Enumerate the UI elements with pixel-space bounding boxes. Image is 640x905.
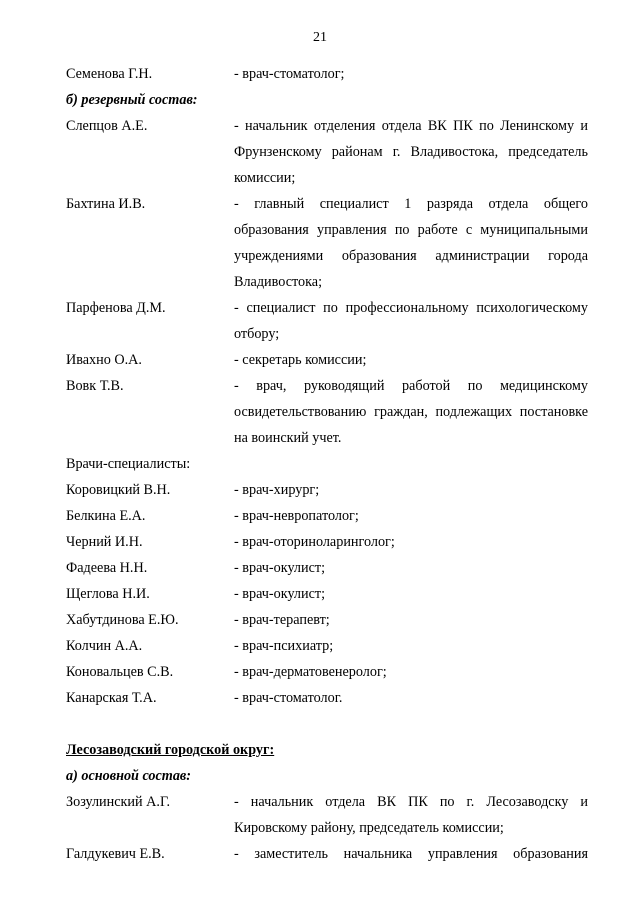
member-role: - врач, руководящий работой по медицинскому освидетельствованию граждан, подлежащих постановке на воинский учет. xyxy=(234,378,588,446)
doctor-name: Щеглова Н.И. xyxy=(66,586,150,602)
doctor-row xyxy=(66,659,588,685)
doctor-name: Черний И.Н. xyxy=(66,534,143,550)
member-name: Бахтина И.В. xyxy=(66,196,146,212)
member-name: Парфенова Д.М. xyxy=(66,300,166,316)
main-heading: а) основной состав: xyxy=(66,768,191,784)
reserve-heading: б) резервный состав: xyxy=(66,92,198,108)
member-row xyxy=(66,789,588,841)
doctor-row xyxy=(66,633,588,659)
member-name: Семенова Г.Н. xyxy=(66,66,153,82)
doctor-role: - врач-дерматовенеролог; xyxy=(234,664,387,680)
member-role: - главный специалист 1 разряда отдела общего образования управления по работе с муниципальными учреждениями образования администрации города Владивостока; xyxy=(234,196,588,290)
page-number: 21 xyxy=(313,30,327,45)
doctor-role: - врач-оториноларинголог; xyxy=(234,534,395,550)
member-row xyxy=(66,347,588,373)
doctor-role: - врач-хирург; xyxy=(234,482,320,498)
member-role: - врач-стоматолог; xyxy=(234,66,345,82)
doctor-row xyxy=(66,607,588,633)
member-name: Ивахно О.А. xyxy=(66,352,142,368)
doctor-role: - врач-невропатолог; xyxy=(234,508,359,524)
doctor-role: - врач-окулист; xyxy=(234,560,326,576)
doctors-heading: Врачи-специалисты: xyxy=(66,456,191,472)
doctor-name: Хабутдинова Е.Ю. xyxy=(66,612,179,628)
doctor-row xyxy=(66,477,588,503)
district-heading: Лесозаводский городской округ: xyxy=(66,742,275,758)
doctor-row xyxy=(66,685,588,711)
doctor-role: - врач-психиатр; xyxy=(234,638,334,654)
member-role: - начальник отделения отдела ВК ПК по Ленинскому и Фрунзенскому районам г. Владивостока, председатель комиссии; xyxy=(234,118,588,186)
member-row xyxy=(66,373,588,451)
member-role: - заместитель начальника управления образования xyxy=(234,846,588,862)
doctor-row xyxy=(66,581,588,607)
doctor-role: - врач-окулист; xyxy=(234,586,326,602)
member-role: - секретарь комиссии; xyxy=(234,352,367,368)
member-row xyxy=(66,295,588,347)
member-row xyxy=(66,841,588,867)
doctor-role: - врач-стоматолог. xyxy=(234,690,343,706)
doctor-row xyxy=(66,555,588,581)
doctor-name: Коновальцев С.В. xyxy=(66,664,174,680)
member-name: Слепцов А.Е. xyxy=(66,118,148,134)
doctor-row xyxy=(66,503,588,529)
doctor-row xyxy=(66,529,588,555)
doctor-name: Канарская Т.А. xyxy=(66,690,157,706)
member-name: Вовк Т.В. xyxy=(66,378,124,394)
doctor-name: Колчин А.А. xyxy=(66,638,143,654)
member-name: Галдукевич Е.В. xyxy=(66,846,165,862)
member-row xyxy=(66,191,588,295)
doctor-name: Белкина Е.А. xyxy=(66,508,146,524)
doctor-name: Коровицкий В.Н. xyxy=(66,482,171,498)
doctor-name: Фадеева Н.Н. xyxy=(66,560,148,576)
member-role: - специалист по профессиональному психологическому отбору; xyxy=(234,300,588,342)
member-name: Зозулинский А.Г. xyxy=(66,794,171,810)
member-row xyxy=(66,61,588,87)
member-role: - начальник отдела ВК ПК по г. Лесозаводску и Кировскому району, председатель комиссии; xyxy=(234,794,588,836)
member-row xyxy=(66,113,588,191)
section-spacer xyxy=(66,711,588,737)
doctor-role: - врач-терапевт; xyxy=(234,612,330,628)
document-body xyxy=(66,61,588,867)
